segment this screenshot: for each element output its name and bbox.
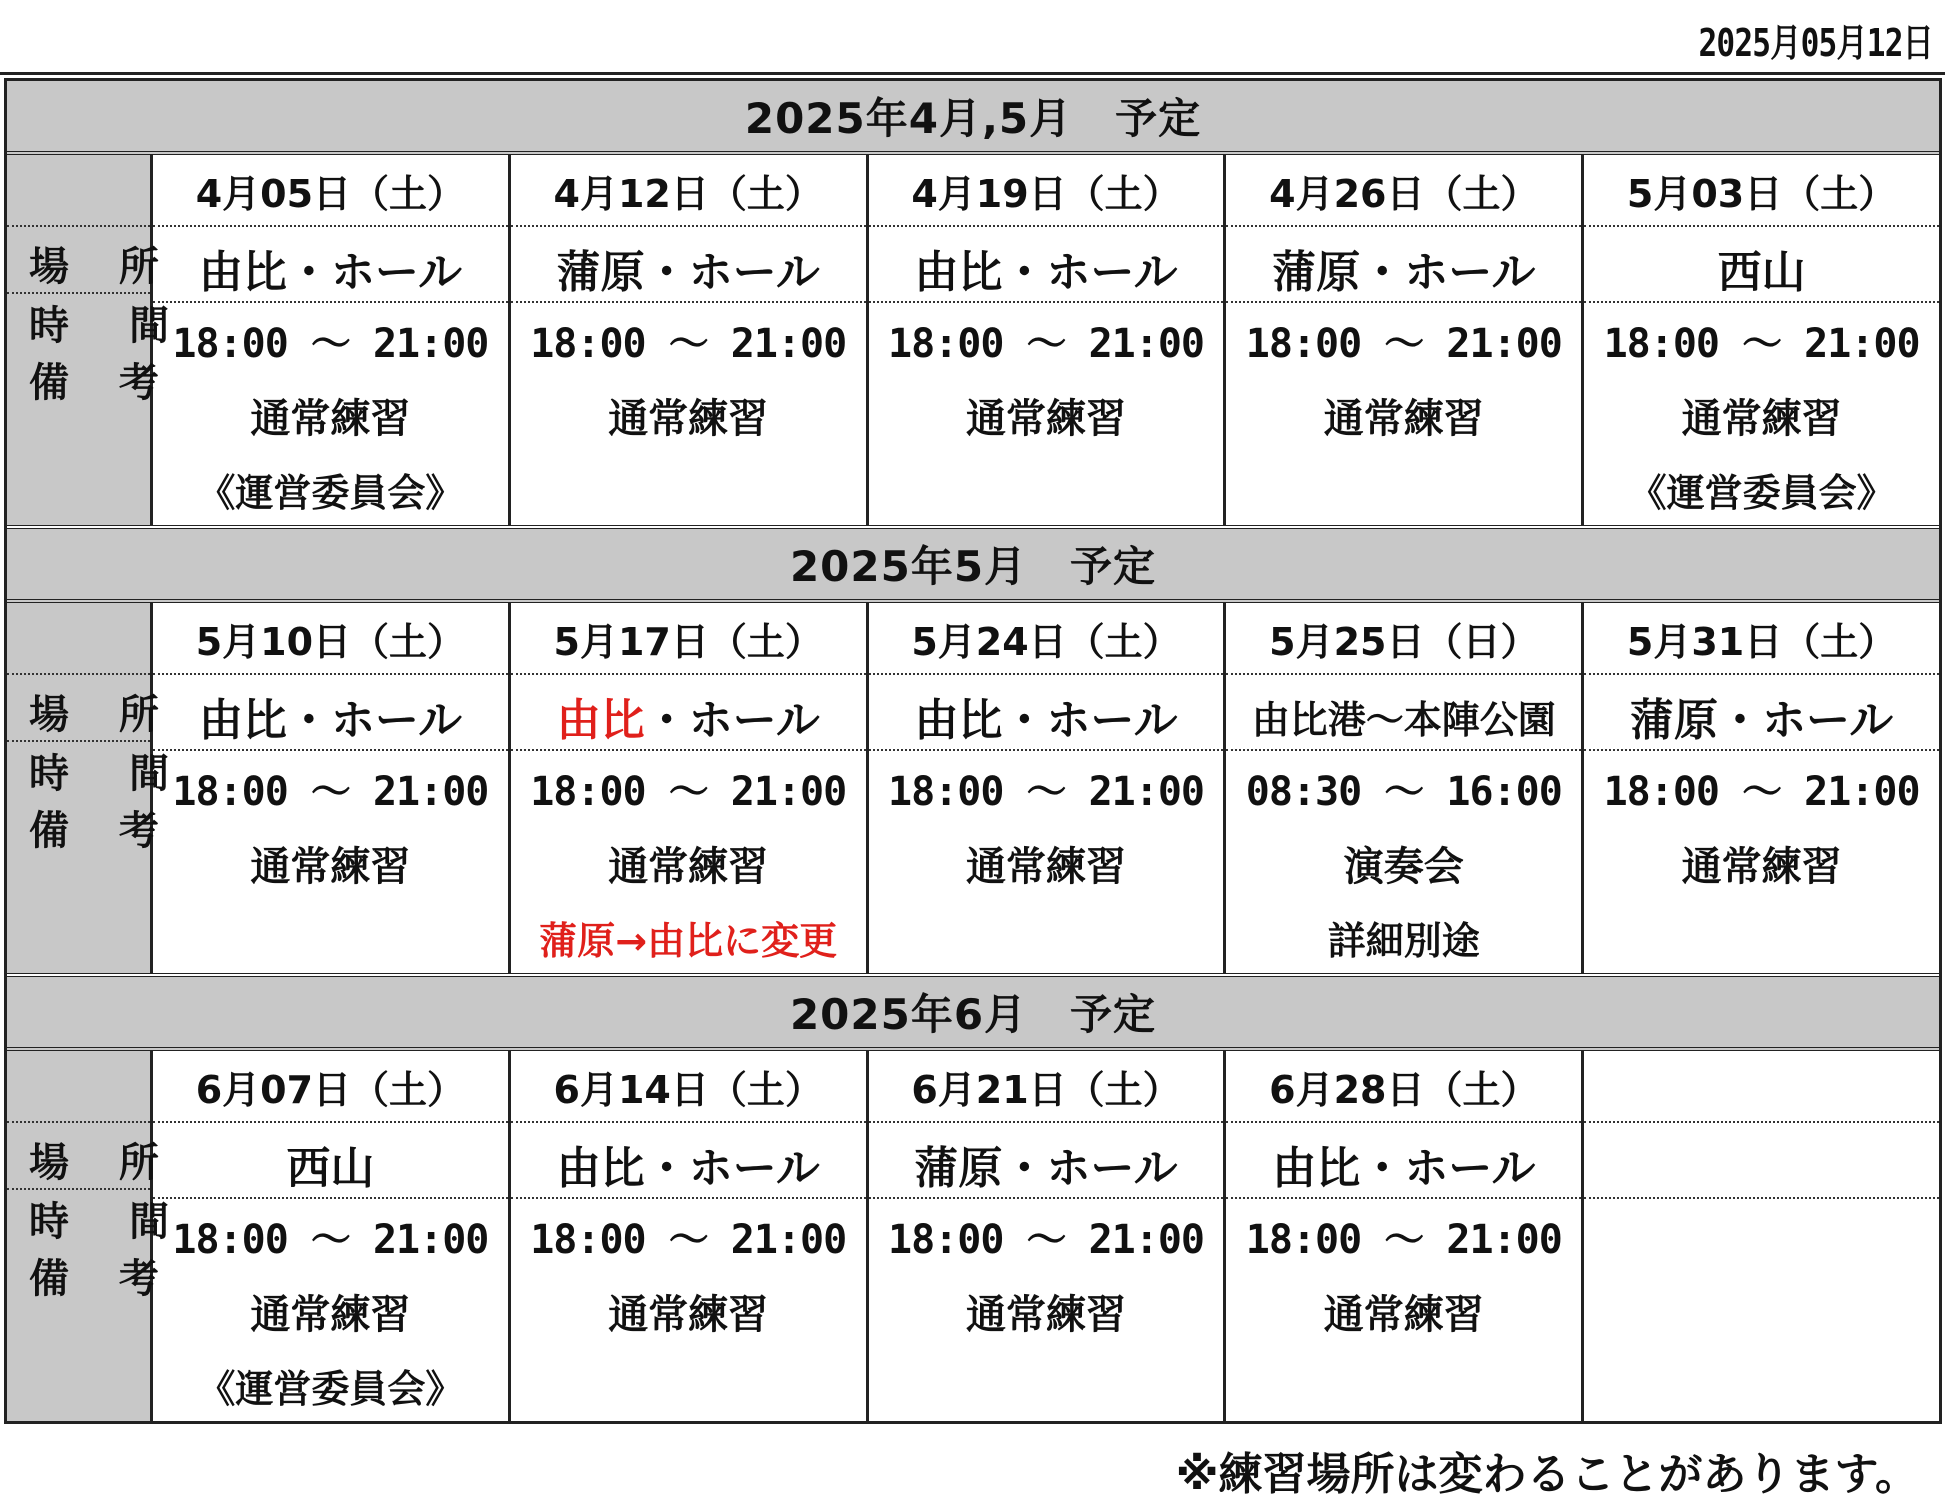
day-note: 通常練習 [250,395,411,442]
day-place: 西山 [1584,227,1939,303]
changed-place-highlight: 由比 [556,695,645,746]
day-extra [511,453,866,525]
label-note: 備 考 [29,360,177,406]
day-extra [1226,453,1581,525]
day-place: 蒲原・ホール [869,1123,1224,1199]
day-date: 5月17日（土） [511,603,866,675]
label-note: 備 考 [29,1256,177,1302]
day-place: 由比・ホール [511,1123,866,1199]
section-grid [7,603,1939,973]
schedule-section-june [7,977,1939,1421]
day-extra: 《運営委員会》 [197,1366,464,1411]
day-time: 18:00 ～ 21:00 [1603,768,1920,815]
day-note: 通常練習 [250,1291,411,1338]
section-grid [7,1051,1939,1421]
day-date [1584,1051,1939,1123]
label-blank [7,603,150,675]
day-column [1226,1051,1584,1421]
day-date: 5月03日（土） [1584,155,1939,227]
day-column [153,155,511,525]
day-note: 通常練習 [1323,395,1484,442]
day-extra [1584,901,1939,973]
day-place: 由比・ホール [869,227,1224,303]
day-time: 08:30 ～ 16:00 [1245,768,1562,815]
day-column [1226,155,1584,525]
day-time: 18:00 ～ 21:00 [172,768,489,815]
label-blank [7,1051,150,1123]
section-title: 2025年6月 予定 [7,977,1939,1051]
section-grid [7,155,1939,525]
day-column [869,1051,1227,1421]
day-date: 5月24日（土） [869,603,1224,675]
day-time: 18:00 ～ 21:00 [1603,320,1920,367]
concert-note: 演奏会 [1343,843,1464,890]
day-note [1584,1273,1939,1349]
day-date: 4月05日（土） [153,155,508,227]
day-date: 4月12日（土） [511,155,866,227]
day-note: 通常練習 [1681,395,1842,442]
day-column [153,603,511,973]
footnote: ※練習場所は変わることがあります。 [1175,1449,1919,1500]
day-note: 通常練習 [608,1291,769,1338]
day-time: 18:00 ～ 21:00 [888,768,1204,815]
label-place: 場 所 [7,1123,150,1190]
day-column [153,1051,511,1421]
day-extra [869,453,1224,525]
day-date: 6月07日（土） [153,1051,508,1123]
day-date: 5月25日（日） [1226,603,1581,675]
day-time: 18:00 ～ 21:00 [888,1216,1204,1263]
day-date: 5月10日（土） [153,603,508,675]
day-column [1584,603,1939,973]
day-place: 蒲原・ホール [1584,675,1939,751]
label-blank [7,155,150,227]
section-title: 2025年5月 予定 [7,529,1939,603]
day-note: 通常練習 [965,395,1126,442]
day-extra [1226,1349,1581,1421]
day-time: 18:00 ～ 21:00 [1245,320,1562,367]
day-extra [869,1349,1224,1421]
schedule-table [4,78,1942,1424]
day-place [1584,1123,1939,1199]
day-place: 由比・ホール [869,675,1224,751]
top-rule [0,72,1945,75]
day-time: 18:00 ～ 21:00 [530,320,847,367]
day-date: 4月19日（土） [869,155,1224,227]
document-date: 2025月05月12日 [1698,21,1933,65]
label-time: 時 間 [29,1199,188,1245]
changed-place-rest: ・ホール [644,695,820,746]
day-place-changed [511,675,866,751]
day-date: 5月31日（土） [1584,603,1939,675]
day-time: 18:00 ～ 21:00 [172,1216,489,1263]
day-note: 通常練習 [608,843,769,890]
day-place: 由比港～本陣公園 [1226,675,1581,751]
day-note: 通常練習 [965,1291,1126,1338]
day-time: 18:00 ～ 21:00 [530,768,847,815]
day-column [511,1051,869,1421]
day-column [869,603,1227,973]
day-place: 西山 [153,1123,508,1199]
day-place: 蒲原・ホール [511,227,866,303]
label-time: 時 間 [29,303,188,349]
day-time [1584,1199,1939,1273]
schedule-section-may [7,529,1939,977]
day-date: 4月26日（土） [1226,155,1581,227]
day-date: 6月28日（土） [1226,1051,1581,1123]
day-date: 6月21日（土） [869,1051,1224,1123]
day-note: 通常練習 [965,843,1126,890]
label-note: 備 考 [29,808,177,854]
day-extra: 《運営委員会》 [197,470,464,515]
day-column [869,155,1227,525]
day-column [1226,603,1584,973]
day-column [1584,155,1939,525]
day-date: 6月14日（土） [511,1051,866,1123]
day-note: 通常練習 [1323,1291,1484,1338]
day-extra: 詳細別途 [1327,918,1480,963]
label-extra-blank [7,1304,150,1376]
section-title: 2025年4月,5月 予定 [7,81,1939,155]
day-extra [153,901,508,973]
day-time: 18:00 ～ 21:00 [530,1216,847,1263]
row-labels [7,155,188,525]
day-extra: 《運営委員会》 [1628,470,1895,515]
day-note: 通常練習 [608,395,769,442]
label-extra-blank [7,856,150,928]
day-extra [511,1349,866,1421]
day-place: 由比・ホール [153,227,508,303]
label-extra-blank [7,408,150,480]
day-time: 18:00 ～ 21:00 [1245,1216,1562,1263]
day-note: 通常練習 [1681,843,1842,890]
label-place: 場 所 [7,675,150,742]
day-column-empty [1584,1051,1939,1421]
label-time: 時 間 [29,751,188,797]
row-labels [7,603,188,973]
day-column [511,603,869,973]
day-place: 蒲原・ホール [1226,227,1581,303]
label-place: 場 所 [7,227,150,294]
day-note: 通常練習 [250,843,411,890]
day-place: 由比・ホール [153,675,508,751]
day-extra [1584,1349,1939,1421]
day-time: 18:00 ～ 21:00 [172,320,489,367]
schedule-section-april-may [7,81,1939,529]
row-labels [7,1051,188,1421]
day-column [511,155,869,525]
day-time: 18:00 ～ 21:00 [888,320,1204,367]
venue-change-notice: 蒲原→由比に変更 [539,918,838,963]
day-place: 由比・ホール [1226,1123,1581,1199]
day-extra [869,901,1224,973]
